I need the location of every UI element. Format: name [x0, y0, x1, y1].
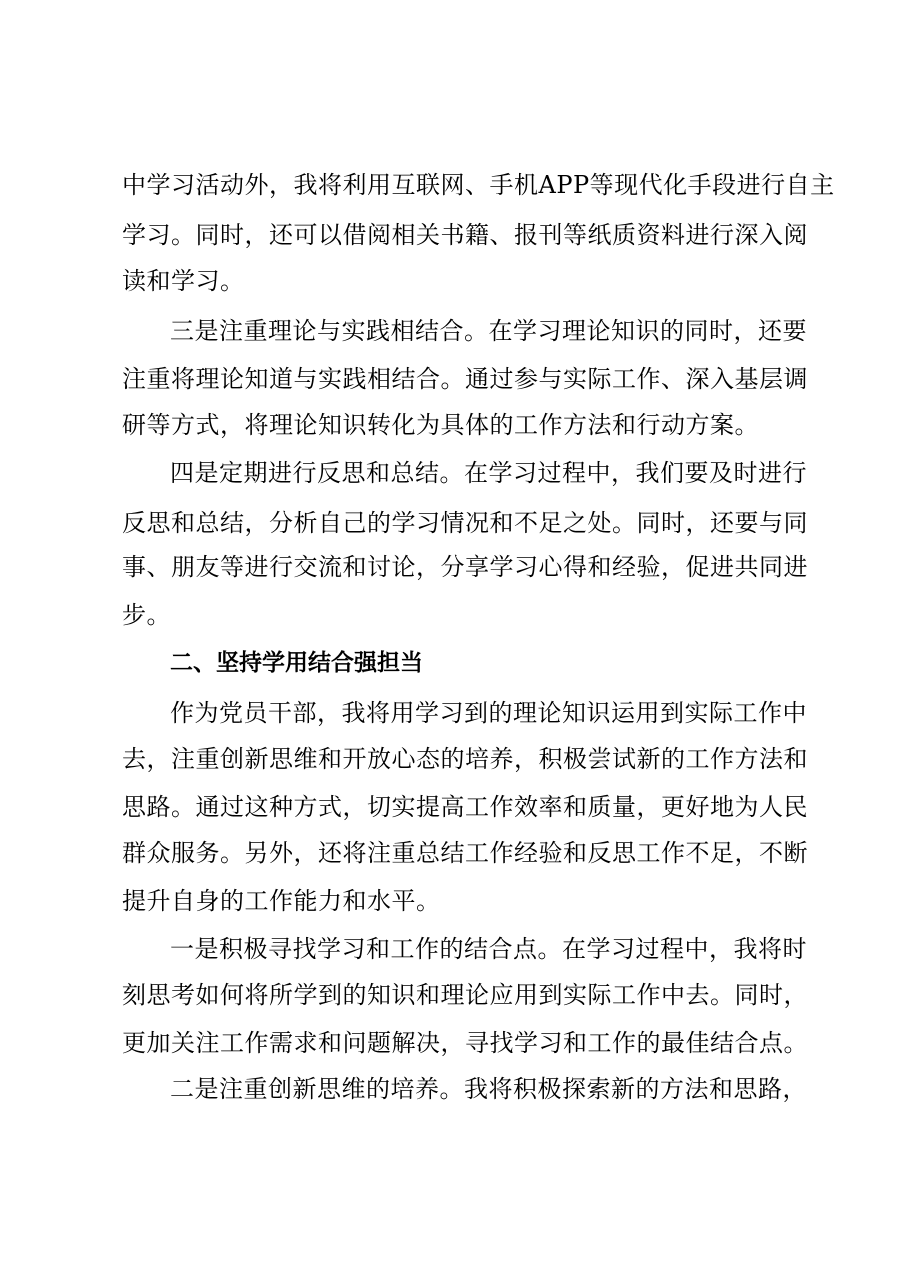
paragraph-3-line-1: 四是定期进行反思和总结。在学习过程中，我们要及时进行: [170, 459, 807, 487]
paragraph-4-line-4: 群众服务。另外，还将注重总结工作经验和反思工作不足，不断: [122, 839, 808, 867]
paragraph-3-line-2: 反思和总结，分析自己的学习情况和不足之处。同时，还要与同: [122, 509, 808, 537]
paragraph-3-line-4: 步。: [122, 601, 171, 629]
paragraph-2-line-2: 注重将理论知道与实践相结合。通过参与实际工作、深入基层调: [122, 365, 808, 393]
paragraph-2-line-1: 三是注重理论与实践相结合。在学习理论知识的同时，还要: [170, 317, 807, 345]
paragraph-4-line-3: 思路。通过这种方式，切实提高工作效率和质量，更好地为人民: [122, 793, 808, 821]
paragraph-4-line-1: 作为党员干部，我将用学习到的理论知识运用到实际工作中: [170, 699, 807, 727]
paragraph-6-line-1: 二是注重创新思维的培养。我将积极探索新的方法和思路，: [170, 1075, 807, 1103]
paragraph-2-line-3: 研等方式，将理论知识转化为具体的工作方法和行动方案。: [122, 411, 759, 439]
paragraph-1-line-3: 读和学习。: [122, 267, 245, 295]
paragraph-1-line-1: 中学习活动外，我将利用互联网、手机APP等现代化手段进行自主: [122, 171, 835, 199]
paragraph-4-line-2: 去，注重创新思维和开放心态的培养，积极尝试新的工作方法和: [122, 745, 808, 773]
section-heading: 二、坚持学用结合强担当: [170, 650, 423, 676]
paragraph-5-line-1: 一是积极寻找学习和工作的结合点。在学习过程中，我将时: [170, 935, 807, 963]
paragraph-5-line-2: 刻思考如何将所学到的知识和理论应用到实际工作中去。同时，: [122, 981, 808, 1009]
paragraph-5-line-3: 更加关注工作需求和问题解决，寻找学习和工作的最佳结合点。: [122, 1029, 808, 1057]
paragraph-1-line-2: 学习。同时，还可以借阅相关书籍、报刊等纸质资料进行深入阅: [122, 221, 808, 249]
paragraph-4-line-5: 提升自身的工作能力和水平。: [122, 887, 441, 915]
paragraph-3-line-3: 事、朋友等进行交流和讨论，分享学习心得和经验，促进共同进: [122, 553, 808, 581]
